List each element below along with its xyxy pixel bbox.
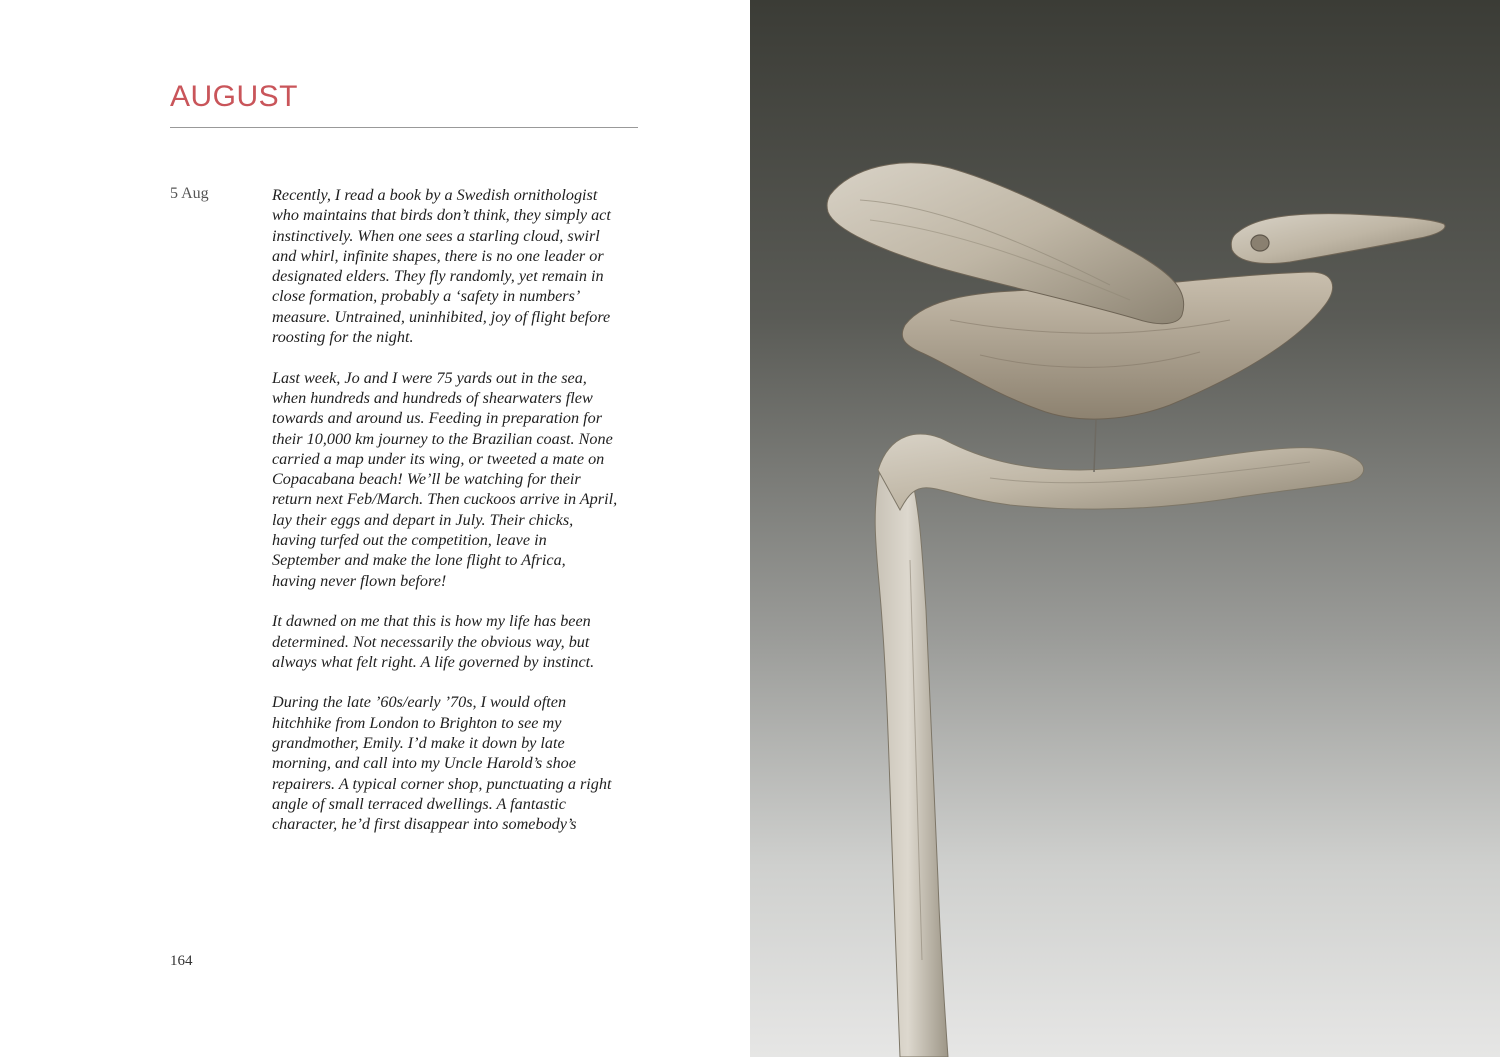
page-number: 164	[170, 953, 193, 969]
driftwood-bird-photo	[750, 0, 1500, 1057]
entry-line: angle of small terraced dwellings. A fantastic	[272, 794, 566, 813]
entry-body	[272, 185, 644, 855]
entry-paragraph	[272, 692, 644, 834]
entry-line: return next Feb/March. Then cuckoos arrive in April,	[272, 490, 618, 509]
entry-line: Last week, Jo and I were 75 yards out in the sea,	[272, 368, 587, 387]
entry-line: having never flown before!	[272, 571, 447, 590]
entry-line: and whirl, infinite shapes, there is no one leader or	[272, 246, 604, 265]
entry-line: carried a map under its wing, or tweeted a mate on	[272, 449, 605, 468]
entry-line: During the late ’60s/early ’70s, I would often	[272, 693, 567, 712]
entry-line: It dawned on me that this is how my life has been	[272, 612, 591, 631]
entry-line: roosting for the night.	[272, 328, 414, 347]
entry-line: Recently, I read a book by a Swedish ornithologist	[272, 186, 598, 204]
entry-paragraph	[272, 368, 644, 591]
entry-date: 5 Aug	[170, 185, 209, 202]
entry-line: hitchhike from London to Brighton to see my	[272, 713, 562, 732]
entry-line: always what felt right. A life governed by instinct.	[272, 652, 595, 671]
entry-line: grandmother, Emily. I’d make it down by late	[272, 734, 565, 753]
entry-line: designated elders. They fly randomly, yet remain in	[272, 267, 604, 286]
entry-line: towards and around us. Feeding in preparation for	[272, 409, 603, 428]
entry-line: who maintains that birds don’t think, they simply act	[272, 206, 611, 225]
entry-line: measure. Untrained, uninhibited, joy of flight before	[272, 307, 611, 326]
entry-line: morning, and call into my Uncle Harold’s shoe	[272, 754, 576, 773]
entry-line: when hundreds and hundreds of shearwaters flew	[272, 388, 593, 407]
entry-line: repairers. A typical corner shop, punctuating a right	[272, 774, 612, 793]
entry-line: having turfed out the competition, leave in	[272, 531, 547, 550]
entry-line: character, he’d first disappear into somebody’s	[272, 815, 577, 834]
entry-line: September and make the lone flight to Africa,	[272, 551, 566, 570]
entry-line: instinctively. When one sees a starling cloud, swirl	[272, 226, 600, 245]
month-heading: AUGUST	[170, 80, 299, 113]
heading-divider	[170, 127, 638, 128]
entry-line: close formation, probably a ‘safety in numbers’	[272, 287, 581, 306]
driftwood-sculpture-illustration	[750, 0, 1500, 1057]
entry-line: their 10,000 km journey to the Brazilian coast. None	[272, 429, 613, 448]
entry-paragraph	[272, 185, 644, 347]
entry-line: lay their eggs and depart in July. Their chicks,	[272, 510, 574, 529]
entry-line: determined. Not necessarily the obvious way, but	[272, 632, 590, 651]
entry-paragraph	[272, 611, 644, 672]
entry-line: Copacabana beach! We’ll be watching for their	[272, 470, 581, 489]
